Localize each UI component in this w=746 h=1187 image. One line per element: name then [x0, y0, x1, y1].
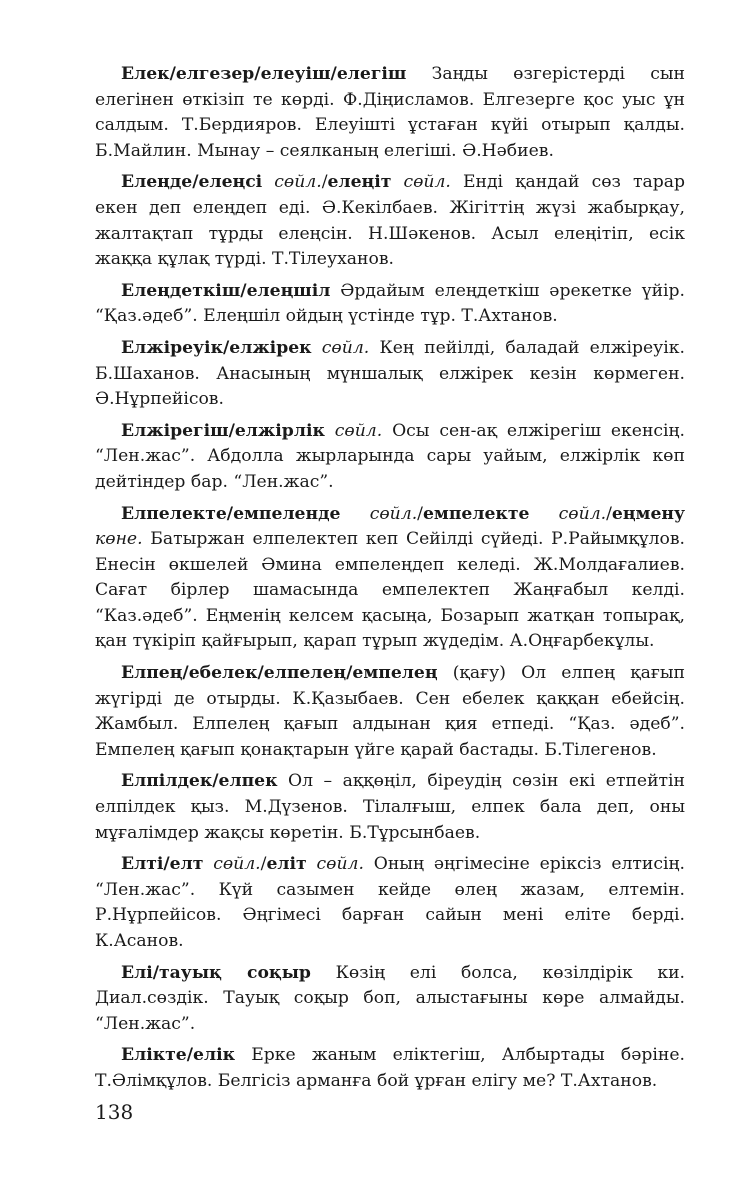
usage-label: сөйл. — [203, 854, 261, 875]
dictionary-page-body — [95, 62, 685, 1101]
entry-text: (қағу) Ол елпең қағып жүгірді де отырды. К.Қазыбаев. Сен ебелек қаққан ебейсің. Жамбыл. Елпелең қағып алдынан қия етпеді. “Қаз. әдеб”. Емпелең қағып қонақтарын үйге қарай бастады. Б.Тілегенов. — [95, 663, 685, 760]
usage-label: сөйл. — [262, 172, 322, 193]
entry-headword: Елжірегіш/елжірлік — [121, 420, 325, 441]
entry-text: Ол – аққөңіл, біреудің сөзін екі етпейтін елпілдек қыз. М.Дүзенов. Тілалғыш, елпек бала деп, оны мұғалімдер жақсы көретін. Б.Тұрсынбаев. — [95, 771, 685, 843]
entry-headword: Елпілдек/елпек — [121, 771, 278, 792]
entry-text: / — [321, 172, 328, 193]
entry-text: Оның әңгімесіне еріксіз елтисің. “Лен.жас”. Күй сазымен кейде өлең жазам, елтемін. Р.Нұрпейісов. Әңгімесі барған сайын мені еліте берді. К.Асанов. — [95, 854, 685, 951]
dictionary-entry — [95, 961, 685, 1038]
entry-text: Ерке жаным еліктегіш, Албыртады бәріне. Т.Әлімқұлов. Белгісіз арманға бой ұрған елігу ме? Т.Ахтанов. — [95, 1045, 685, 1091]
dictionary-entry — [95, 279, 685, 330]
dictionary-entry — [95, 769, 685, 846]
usage-label: сөйл. — [311, 337, 370, 358]
dictionary-entry — [95, 661, 685, 763]
entry-text: Енді қандай сөз тарар екен деп елеңдеп еді. Ә.Кекілбаев. Жігіттің жүзі жабырқау, жалтақтап тұрды елеңсін. Н.Шәкенов. Асыл елеңітіп, есік жаққа құлақ түрді. Т.Тілеуханов. — [95, 172, 685, 270]
usage-label: сөйл. — [306, 854, 364, 875]
entry-headword: Елпең/ебелек/елпелең/емпелең — [121, 663, 438, 684]
entry-text: Әрдайым елеңдеткіш әрекетке үйір. “Қаз.әдеб”. Елеңшіл ойдың үстінде тұр. Т.Ахтанов. — [95, 280, 685, 327]
dictionary-entry — [95, 502, 685, 656]
entry-headword: елеңіт — [327, 172, 392, 193]
entry-headword: Елікте/елік — [121, 1045, 236, 1066]
entry-text: / — [260, 854, 267, 875]
dictionary-entry — [95, 336, 685, 413]
entry-text: Көзің елі болса, көзілдірік ки. Диал.сөздік. Тауық соқыр боп, алыстағыны көре алмайды. “Лен.жас”. — [95, 962, 685, 1034]
dictionary-entry — [95, 852, 685, 954]
entry-text: / — [606, 503, 612, 524]
entry-headword: емпелекте — [422, 503, 530, 524]
entry-headword: Елек/елгезер/елеуіш/елегіш — [121, 64, 407, 84]
page-number: 138 — [95, 1100, 134, 1124]
entry-headword: Елі/тауық соқыр — [121, 962, 311, 983]
usage-label: сөйл. — [340, 503, 418, 524]
entry-text: Кең пейілді, баладай елжіреуік. Б.Шаханов. Анасының мүншалық елжірек кезін көрмеген. Ә.Нұрпейісов. — [95, 337, 685, 410]
entry-headword: Елеңде/елеңсі — [121, 172, 263, 193]
usage-label: сөйл. — [391, 172, 451, 193]
dictionary-entry — [95, 62, 685, 164]
entry-headword: еліт — [266, 854, 307, 875]
usage-label: сөйл. — [324, 420, 383, 441]
usage-label: сөйл. — [529, 503, 607, 524]
usage-label: көне. — [95, 529, 143, 550]
entry-headword: Елпелекте/емпеленде — [121, 503, 341, 524]
entry-text: Заңды өзгерістерді сын елегінен өткізіп те көрді. Ф.Діңисламов. Елгезерге қос уыс ұн салдым. Т.Бердияров. Елеуішті ұстаған күйі отырып қалды. Б.Майлин. Мынау – сеялканың елегіші. Ә.Нәбиев. — [95, 64, 685, 161]
dictionary-entry — [95, 1043, 685, 1094]
entry-headword: еңмену — [611, 503, 685, 524]
dictionary-entry — [95, 419, 685, 496]
entry-text: / — [417, 503, 423, 524]
entry-headword: Елжіреуік/елжірек — [121, 337, 312, 358]
entry-headword: Елті/елт — [121, 854, 204, 875]
entry-headword: Елеңдеткіш/елеңшіл — [121, 280, 331, 301]
dictionary-entry — [95, 170, 685, 272]
entry-text: Осы сен-ақ елжірегіш екенсің. “Лен.жас”. Абдолла жырларында сары уайым, елжірлік көп дейтіндер бар. “Лен.жас”. — [95, 420, 686, 492]
entry-text: Батыржан елпелектеп кеп Сейілді сүйеді. Р.Райымқұлов. Енесін өкшелей Әмина емпелеңдеп келеді. Ж.Молдағалиев. Сағат бірлер шамасында емпелектеп Жаңғабыл келді. “Каз.әдеб”. Еңменің келсем қасыңа, Бозарып жатқан топырақ, қан түкіріп қайғырып, қарап тұрып жүдедім. А.Оңғарбекұлы. — [95, 529, 685, 652]
